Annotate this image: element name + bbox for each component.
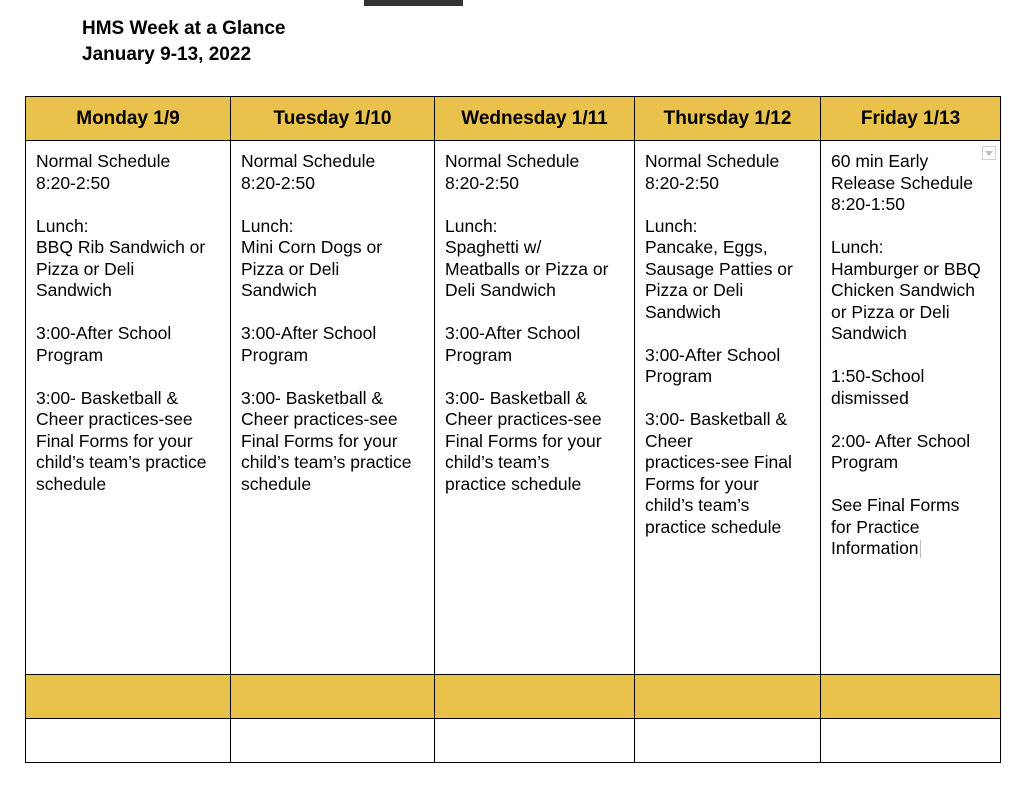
cell-friday-text (821, 141, 1000, 560)
header-tuesday[interactable]: Tuesday 1/10 (231, 97, 435, 141)
header-monday[interactable]: Monday 1/9 (26, 97, 231, 141)
empty-cell-tuesday[interactable] (231, 719, 435, 763)
title-line-2: January 9-13, 2022 (82, 44, 252, 65)
cell-tuesday[interactable] (231, 141, 435, 675)
cell-monday[interactable] (26, 141, 231, 675)
header-wednesday[interactable]: Wednesday 1/11 (435, 97, 635, 141)
empty-cell-monday[interactable] (26, 719, 231, 763)
content-row (26, 141, 1001, 675)
text-cursor (920, 540, 921, 558)
cell-thursday[interactable] (635, 141, 821, 675)
cell-wednesday-text: Normal Schedule 8:20-2:50 Lunch: Spaghetti w/ Meatballs or Pizza or Deli Sandwich 3:00-After School Program 3:00- Basketball & Cheer practices-see Final Forms for your child’s team’s practice schedule (445, 151, 609, 494)
cell-thursday-text: Normal Schedule 8:20-2:50 Lunch: Pancake, Eggs, Sausage Patties or Pizza or Deli Sandwich 3:00-After School Program 3:00- Basketball & Cheer practices-see Final Forms for your child’s team’s practice schedule (645, 151, 793, 537)
highlight-cell-thursday[interactable] (635, 675, 821, 719)
highlight-cell-wednesday[interactable] (435, 675, 635, 719)
cell-monday-text: Normal Schedule 8:20-2:50 Lunch: BBQ Rib Sandwich or Pizza or Deli Sandwich 3:00-After School Program 3:00- Basketball & Cheer practices-see Final Forms for your child’s team’s practice schedule (36, 151, 207, 494)
empty-cell-wednesday[interactable] (435, 719, 635, 763)
cell-friday-text-content: 60 min Early Release Schedule 8:20-1:50 Lunch: Hamburger or BBQ Chicken Sandwich or Pizza or Deli Sandwich 1:50-School dismissed 2:00- After School Program See Final Forms for Practice Information (831, 151, 981, 558)
highlight-cell-monday[interactable] (26, 675, 231, 719)
document-title (82, 16, 285, 68)
top-toolbar-tab (364, 0, 463, 6)
chevron-down-icon[interactable] (982, 146, 996, 160)
cell-wednesday[interactable] (435, 141, 635, 675)
cell-friday[interactable] (821, 141, 1001, 675)
highlight-row (26, 675, 1001, 719)
empty-row (26, 719, 1001, 763)
highlight-cell-tuesday[interactable] (231, 675, 435, 719)
cell-tuesday-text: Normal Schedule 8:20-2:50 Lunch: Mini Corn Dogs or Pizza or Deli Sandwich 3:00-After School Program 3:00- Basketball & Cheer practices-see Final Forms for your child’s team’s practice schedule (241, 151, 412, 494)
empty-cell-thursday[interactable] (635, 719, 821, 763)
header-row (26, 97, 1001, 141)
header-friday[interactable]: Friday 1/13 (821, 97, 1001, 141)
week-schedule-table (25, 96, 1001, 763)
empty-cell-friday[interactable] (821, 719, 1001, 763)
title-line-1: HMS Week at a Glance (82, 18, 286, 39)
header-thursday[interactable]: Thursday 1/12 (635, 97, 821, 141)
highlight-cell-friday[interactable] (821, 675, 1001, 719)
